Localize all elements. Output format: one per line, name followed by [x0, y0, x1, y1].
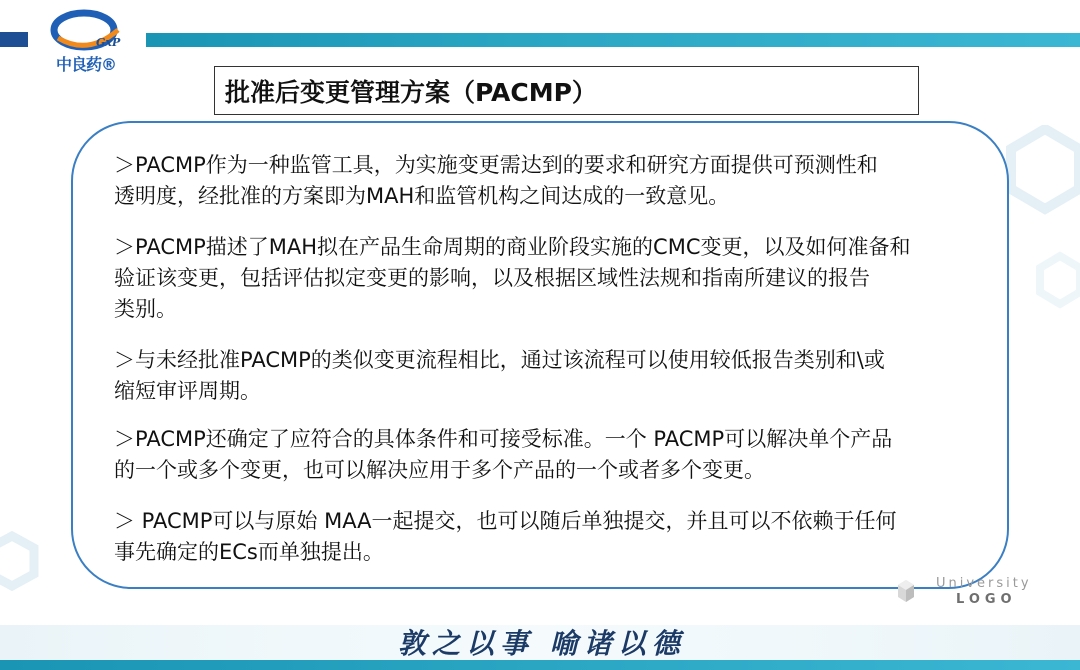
university-name: University — [936, 576, 1032, 591]
title-box — [214, 66, 919, 115]
paragraph-5: ＞ PACMP可以与原始 MAA一起提交，也可以随后单独提交，并且可以不依赖于任何 事先确定的ECs而单独提出。 — [114, 509, 897, 564]
university-logo-text: LOGO — [956, 592, 1017, 607]
paragraph-3: ＞与未经批准PACMP的类似变更流程相比，通过该流程可以使用较低报告类别和\或 缩短审评周期。 — [114, 348, 885, 403]
logo-gxp-text: GxP — [96, 36, 121, 49]
paragraph-2: ＞PACMP描述了MAH拟在产品生命周期的商业阶段实施的CMC变更，以及如何准备和 验证该变更，包括评估拟定变更的影响，以及根据区域性法规和指南所建议的报告 类别。 — [114, 235, 911, 321]
hexagon-decoration-right-small — [1030, 250, 1080, 340]
page-title: 批准后变更管理方案（PACMP） — [225, 78, 597, 107]
university-logo — [896, 574, 1036, 614]
paragraph-4: ＞PACMP还确定了应符合的具体条件和可接受标准。一个 PACMP可以解决单个产品 的一个或多个变更，也可以解决应用于多个产品的一个或者多个变更。 — [114, 427, 893, 482]
company-logo — [40, 6, 140, 76]
cube-icon — [896, 578, 916, 604]
hexagon-decoration-right — [1005, 125, 1080, 245]
header-bar-left — [0, 32, 28, 47]
footer-motto: 敦之以事 喻诸以德 — [398, 627, 686, 660]
logo-cn-text: 中良药® — [56, 55, 117, 74]
paragraph-1: ＞PACMP作为一种监管工具，为实施变更需达到的要求和研究方面提供可预测性和 透明度，经批准的方案即为MAH和监管机构之间达成的一致意见。 — [114, 153, 878, 208]
hexagon-decoration-left — [0, 530, 50, 610]
header-bar-right — [146, 33, 1080, 47]
